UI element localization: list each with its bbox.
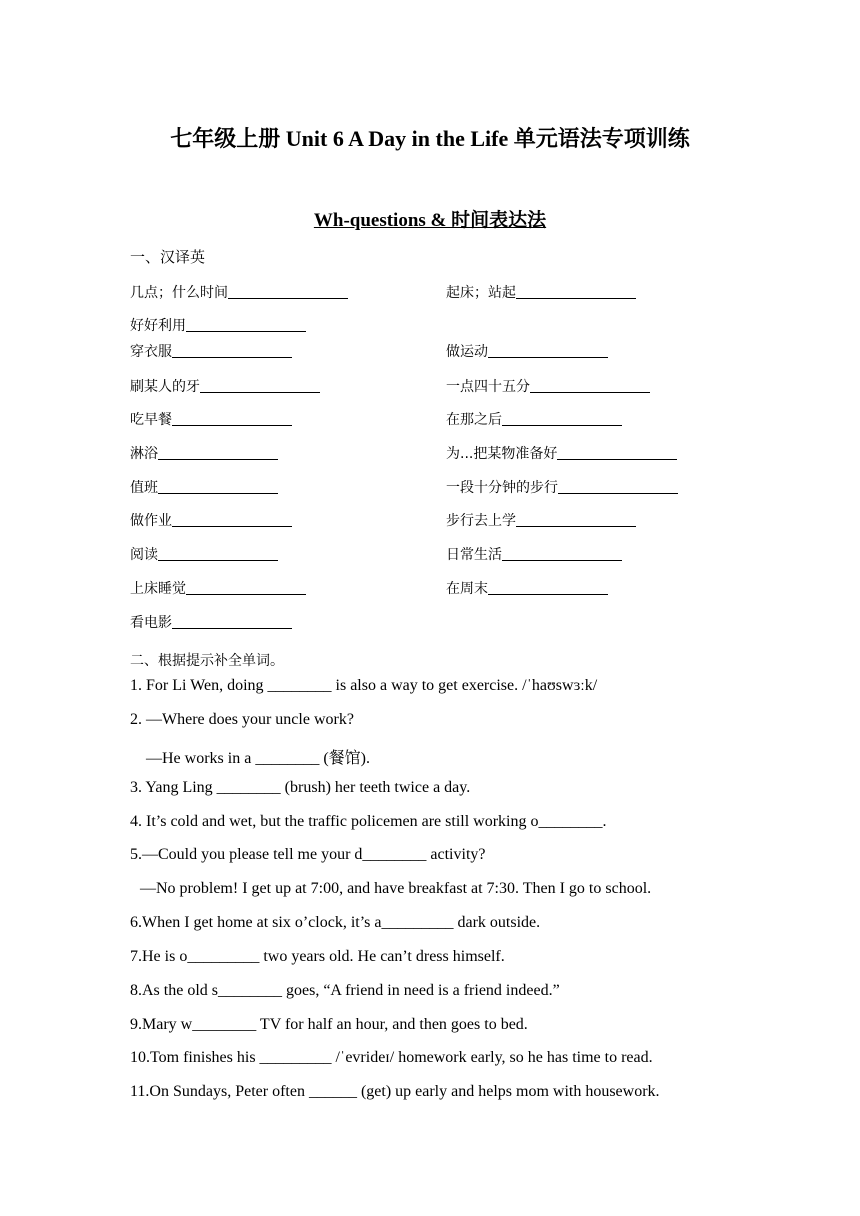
answer-blank[interactable] [172,512,292,527]
vocab-term: 起床；站起 [446,285,516,301]
vocab-term: 刷某人的牙 [130,379,200,395]
vocab-term: 做作业 [130,513,172,529]
vocab-row [130,315,770,337]
answer-blank[interactable] [228,284,348,299]
answer-blank[interactable] [186,317,306,332]
answer-blank[interactable] [516,512,636,527]
vocab-term: 在那之后 [446,412,502,428]
question: 3. Yang Ling ________ (brush) her teeth twice a day. [130,779,471,796]
question: 11.On Sundays, Peter often ______ (get) up early and helps mom with housework. [130,1083,660,1100]
question: 4. It’s cold and wet, but the traffic policemen are still working o________. [130,813,607,830]
answer-blank[interactable] [488,343,608,358]
question: 10.Tom finishes his _________ /ˈevrideɪ/ homework early, so he has time to read. [130,1049,653,1066]
question: 8.As the old s________ goes, “A friend in need is a friend indeed.” [130,982,560,999]
vocab-term: 吃早餐 [130,412,172,428]
vocab-term: 看电影 [130,615,172,631]
vocab-row [130,409,770,431]
answer-blank[interactable] [172,343,292,358]
section-2-heading: 二、根据提示补全单词。 [130,653,284,669]
question: 7.He is o_________ two years old. He can’t dress himself. [130,948,505,965]
vocab-term: 上床睡觉 [130,581,186,597]
answer-blank[interactable] [186,580,306,595]
vocab-term: 几点；什么时间 [130,285,228,301]
answer-blank[interactable] [557,445,677,460]
answer-blank[interactable] [502,546,622,561]
answer-blank[interactable] [200,378,320,393]
vocab-term: 淋浴 [130,446,158,462]
vocab-term: 一点四十五分 [446,379,530,395]
vocab-row [130,341,770,363]
vocab-row [130,443,770,465]
answer-blank[interactable] [502,411,622,426]
question-answer-line: —He works in a ________ (餐馆). [146,750,370,767]
question: 1. For Li Wen, doing ________ is also a way to get exercise. /ˈhaʊswɜːk/ [130,677,598,694]
vocab-term: 在周末 [446,581,488,597]
vocab-row [130,282,770,304]
vocab-term: 日常生活 [446,547,502,563]
question: 5.—Could you please tell me your d________ activity? [130,846,486,863]
question: 6.When I get home at six o’clock, it’s a_________ dark outside. [130,914,541,931]
vocab-term: 步行去上学 [446,513,516,529]
answer-blank[interactable] [172,614,292,629]
vocab-term: 好好利用 [130,318,186,334]
answer-blank[interactable] [530,378,650,393]
answer-blank[interactable] [158,479,278,494]
answer-blank[interactable] [516,284,636,299]
vocab-term: 为...把某物准备好 [446,446,558,462]
question: 2. —Where does your uncle work? [130,711,354,728]
answer-blank[interactable] [558,479,678,494]
vocab-term: 一段十分钟的步行 [446,480,558,496]
vocab-term: 穿衣服 [130,344,172,360]
vocab-term: 做运动 [446,344,488,360]
answer-blank[interactable] [158,546,278,561]
question: 9.Mary w________ TV for half an hour, and then goes to bed. [130,1016,528,1033]
vocab-row [130,612,770,634]
page-subtitle: Wh-questions & 时间表达法 [313,210,547,231]
section-1-heading: 一、汉译英 [130,248,206,266]
vocab-row [130,376,770,398]
page-title: 七年级上册 Unit 6 A Day in the Life 单元语法专项训练 [170,126,690,151]
answer-blank[interactable] [172,411,292,426]
vocab-row [130,510,770,532]
answer-blank[interactable] [488,580,608,595]
vocab-row [130,544,770,566]
vocab-row [130,477,770,499]
vocab-term: 阅读 [130,547,158,563]
vocab-row [130,578,770,600]
vocab-term: 值班 [130,480,158,496]
question-answer-line: —No problem! I get up at 7:00, and have breakfast at 7:30. Then I go to school. [140,880,652,897]
answer-blank[interactable] [158,445,278,460]
